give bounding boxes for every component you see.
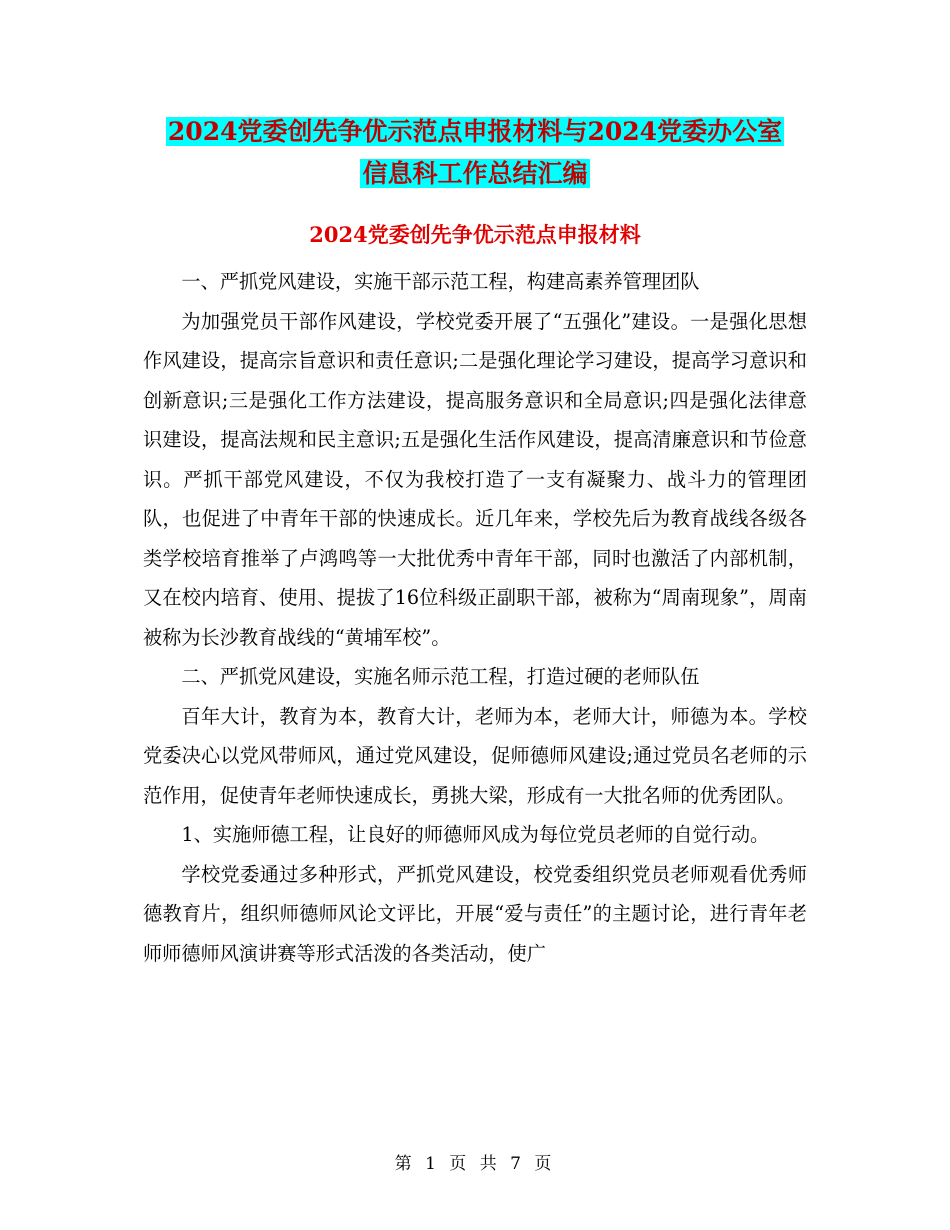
- document-title-line-1: [0, 112, 950, 152]
- document-title-line-2: [0, 154, 950, 194]
- title-highlight-2: 信息科工作总结汇编: [362, 159, 588, 188]
- paragraph-1: 为加强党员干部作风建设，学校党委开展了“五强化”建设。一是强化思想作风建设，提高宗旨意识和责任意识;二是强化理论学习建设，提高学习意识和创新意识;三是强化工作方法建设，提高服务意识和全局意识;四是强化法律意识建设，提高法规和民主意识;五是强化生活作风建设，提高清廉意识和节俭意识。严抓干部党风建设，不仅为我校打造了一支有凝聚力、战斗力的管理团队，也促进了中青年干部的快速成长。近几年来，学校先后为教育战线各级各类学校培育推举了卢鸿鸣等一大批优秀中青年干部，同时也激活了内部机制，又在校内培育、使用、提拔了16位科级正副职干部，被称为“周南现象”，周南被称为长沙教育战线的“黄埔军校”。: [143, 309, 807, 649]
- heading-2: 二、严抓党风建设，实施名师示范工程，打造过硬的老师队伍: [181, 665, 700, 688]
- paragraph-3: 学校党委通过多种形式，严抓党风建设，校党委组织党员老师观看优秀师德教育片，组织师德师风论文评比，开展“爱与责任”的主题讨论，进行青年老师师德师风演讲赛等形式活泼的各类活动，使广: [143, 862, 807, 965]
- title-highlight-1: 2024党委创先争优示范点申报材料与2024党委办公室: [167, 117, 783, 146]
- page-footer: 第 1 页 共 7 页: [394, 1154, 556, 1174]
- paragraph-2: 百年大计，教育为本，教育大计，老师为本，老师大计，师德为本。学校党委决心以党风带师风，通过党风建设，促师德师风建设;通过党员名老师的示范作用，促使青年老师快速成长，勇挑大梁，形成有一大批名师的优秀团队。: [143, 704, 807, 807]
- subheading-1: 1、实施师德工程，让良好的师德师风成为每位党员老师的自觉行动。: [181, 823, 770, 846]
- heading-1: 一、严抓党风建设，实施干部示范工程，构建高素养管理团队: [181, 270, 700, 293]
- document-body: [143, 262, 807, 973]
- section-title: 2024党委创先争优示范点申报材料: [309, 222, 641, 247]
